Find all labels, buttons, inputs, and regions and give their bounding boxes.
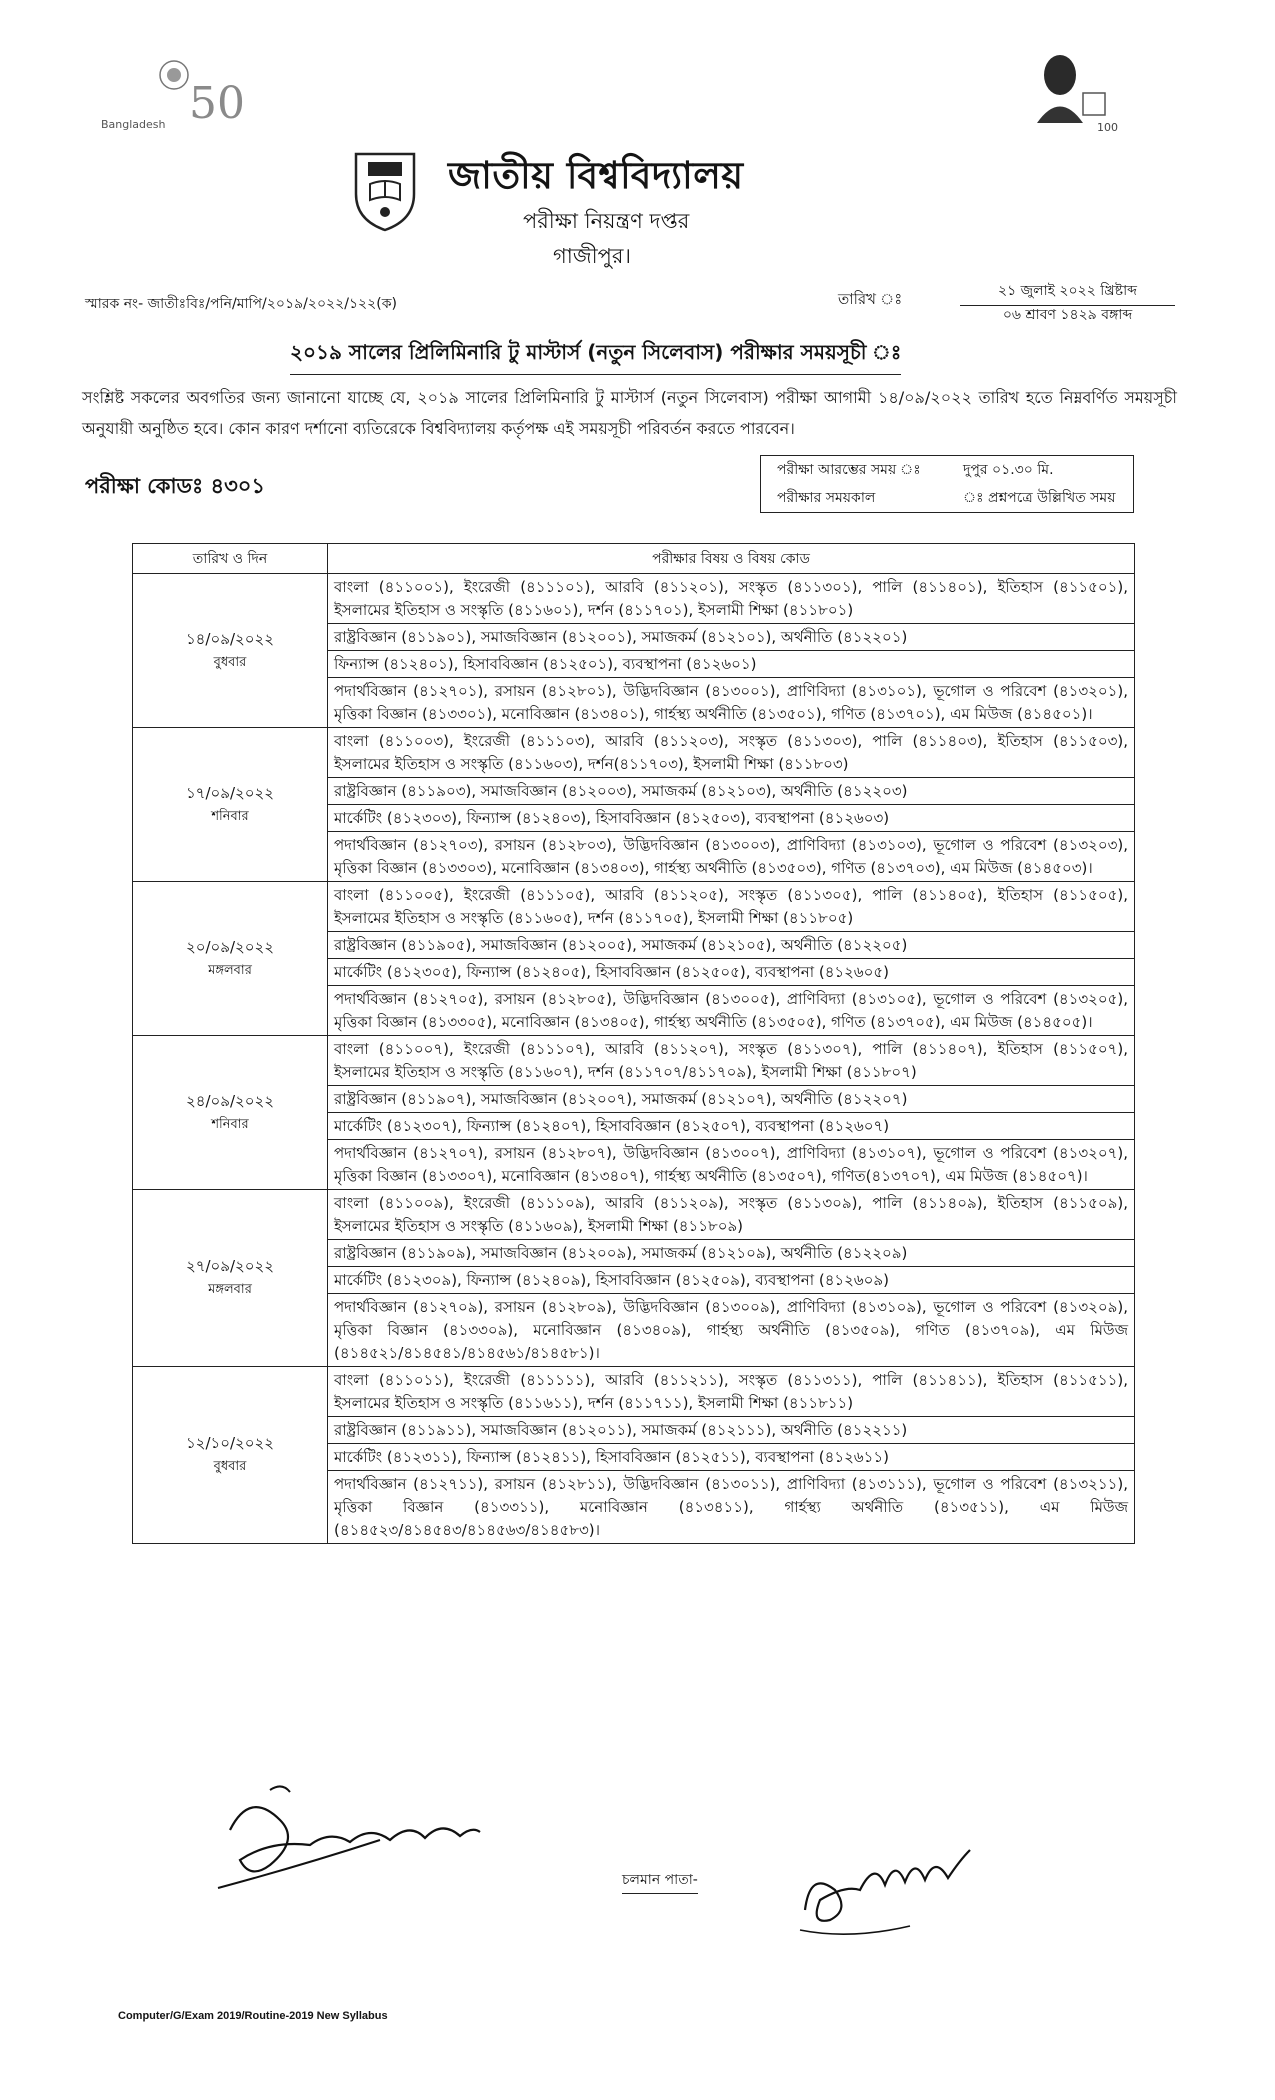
logo-caption: Bangladesh bbox=[101, 118, 166, 131]
subject-group-cell: রাষ্ট্রবিজ্ঞান (৪১১৯০৩), সমাজবিজ্ঞান (৪১২০০৩), সমাজকর্ম (৪১২১০৩), অর্থনীতি (৪১২২০৩) bbox=[328, 778, 1135, 805]
exam-schedule-table bbox=[132, 543, 1135, 1544]
svg-text:50: 50 bbox=[189, 78, 245, 129]
exam-weekday: বুধবার bbox=[213, 1459, 247, 1474]
exam-duration-row bbox=[761, 484, 1133, 512]
document-title: ২০১৯ সালের প্রিলিমিনারি টু মাস্টার্স (নতুন সিলেবাস) পরীক্ষার সময়সূচী ঃ bbox=[290, 338, 901, 375]
schedule-row bbox=[133, 728, 1135, 778]
subject-group-cell: পদার্থবিজ্ঞান (৪১২৭০৭), রসায়ন (৪১২৮০৭), উদ্ভিদবিজ্ঞান (৪১৩০০৭), প্রাণিবিদ্যা (৪১৩১০৭), ভূগোল ও পরিবেশ (৪১৩২০৭), মৃত্তিকা বিজ্ঞান (৪১৩৩০৭), মনোবিজ্ঞান (৪১৩৪০৭), গার্হস্থ্য অর্থনীতি (৪১৩৫০৭), গণিত(৪১৩৭০৭), এম মিউজ (৪১৪৫০৭)। bbox=[328, 1140, 1135, 1190]
date-day-cell bbox=[133, 574, 328, 728]
subject-group-cell: মার্কেটিং (৪১২৩০৯), ফিন্যান্স (৪১২৪০৯), হিসাববিজ্ঞান (৪১২৫০৯), ব্যবস্থাপনা (৪১২৬০৯) bbox=[328, 1267, 1135, 1294]
signature-left bbox=[210, 1770, 530, 1900]
footer-file-path: Computer/G/Exam 2019/Routine-2019 New Syllabus bbox=[118, 2010, 388, 2022]
schedule-row bbox=[133, 1190, 1135, 1240]
notice-paragraph: সংশ্লিষ্ট সকলের অবগতির জন্য জানানো যাচ্ছে যে, ২০১৯ সালের প্রিলিমিনারি টু মাস্টার্স (নতুন সিলেবাস) পরীক্ষা আগামী ১৪/০৯/২০২২ তারিখ হতে নিম্নবর্ণিত সময়সূচী অনুযায়ী অনুষ্ঠিত হবে। কোন কারণ দর্শানো ব্যতিরেকে বিশ্ববিদ্যালয় কর্তৃপক্ষ এই সময়সূচী পরিবর্তন করতে পারবেন। bbox=[82, 388, 1177, 438]
exam-weekday: শনিবার bbox=[211, 1116, 249, 1132]
subject-group-cell: রাষ্ট্রবিজ্ঞান (৪১১৯০৭), সমাজবিজ্ঞান (৪১২০০৭), সমাজকর্ম (৪১২১০৭), অর্থনীতি (৪১২২০৭) bbox=[328, 1086, 1135, 1113]
header-date-day: তারিখ ও দিন bbox=[133, 544, 328, 574]
subject-group-cell: মার্কেটিং (৪১২৩১১), ফিন্যান্স (৪১২৪১১), হিসাববিজ্ঞান (৪১২৫১১), ব্যবস্থাপনা (৪১২৬১১) bbox=[328, 1444, 1135, 1471]
exam-date: ১২/১০/২০২২ bbox=[185, 1434, 275, 1452]
exam-weekday: মঙ্গলবার bbox=[208, 1282, 252, 1297]
exam-info-box bbox=[760, 455, 1134, 513]
office-name: পরীক্ষা নিয়ন্ত্রণ দপ্তর bbox=[523, 209, 690, 233]
date-day-cell bbox=[133, 1367, 328, 1544]
exam-date: ১৪/০৯/২০২২ bbox=[185, 629, 275, 648]
exam-weekday: বুধবার bbox=[213, 654, 247, 670]
date-day-cell bbox=[133, 728, 328, 882]
exam-code: পরীক্ষা কোডঃ ৪৩০১ bbox=[85, 474, 266, 498]
subject-group-cell: বাংলা (৪১১০০৭), ইংরেজী (৪১১১০৭), আরবি (৪১১২০৭), সংস্কৃত (৪১১৩০৭), পালি (৪১১৪০৭), ইতিহাস (৪১১৫০৭), ইসলামের ইতিহাস ও সংস্কৃতি (৪১১৬০৭), দর্শন (৪১১৭০৭/৪১১৭০৯), ইসলামী শিক্ষা (৪১১৮০৭) bbox=[328, 1036, 1135, 1086]
subject-group-cell: বাংলা (৪১১০০১), ইংরেজী (৪১১১০১), আরবি (৪১১২০১), সংস্কৃত (৪১১৩০১), পালি (৪১১৪০১), ইতিহাস (৪১১৫০১), ইসলামের ইতিহাস ও সংস্কৃতি (৪১১৬০১), দর্শন (৪১১৭০১), ইসলামী শিক্ষা (৪১১৮০১) bbox=[328, 574, 1135, 624]
continued-page-note: চলমান পাতা- bbox=[622, 1868, 698, 1894]
exam-weekday: মঙ্গলবার bbox=[208, 962, 252, 978]
exam-date: ২৪/০৯/২০২২ bbox=[185, 1091, 275, 1110]
subject-group-cell: পদার্থবিজ্ঞান (৪১২৭০৯), রসায়ন (৪১২৮০৯), উদ্ভিদবিজ্ঞান (৪১৩০০৯), প্রাণিবিদ্যা (৪১৩১০৯), ভূগোল ও পরিবেশ (৪১৩২০৯), মৃত্তিকা বিজ্ঞান (৪১৩৩০৯), মনোবিজ্ঞান (৪১৩৪০৯), গার্হস্থ্য অর্থনীতি (৪১৩৫০৯), গণিত (৪১৩৭০৯), এম মিউজ (৪১৪৫২১/৪১৪৫৪১/৪১৪৫৬১/৪১৪৫৮১)। bbox=[328, 1294, 1135, 1367]
subject-group-cell: পদার্থবিজ্ঞান (৪১২৭০১), রসায়ন (৪১২৮০১), উদ্ভিদবিজ্ঞান (৪১৩০০১), প্রাণিবিদ্যা (৪১৩১০১), ভূগোল ও পরিবেশ (৪১৩২০১), মৃত্তিকা বিজ্ঞান (৪১৩৩০১), মনোবিজ্ঞান (৪১৩৪০১), গার্হস্থ্য অর্থনীতি (৪১৩৫০১), গণিত (৪১৩৭০১), এম মিউজ (৪১৪৫০১)। bbox=[328, 678, 1135, 728]
exam-date: ২০/০৯/২০২২ bbox=[185, 937, 275, 956]
svg-text:100: 100 bbox=[1097, 121, 1118, 134]
subject-group-cell: বাংলা (৪১১০০৯), ইংরেজী (৪১১১০৯), আরবি (৪১১২০৯), সংস্কৃত (৪১১৩০৯), পালি (৪১১৪০৯), ইতিহাস (৪১১৫০৯), ইসলামের ইতিহাস ও সংস্কৃতি (৪১১৬০৯), ইসলামী শিক্ষা (৪১১৮০৯) bbox=[328, 1190, 1135, 1240]
date-bangla: ০৬ শ্রাবণ ১৪২৯ বঙ্গাব্দ bbox=[1002, 307, 1133, 323]
date-gregorian: ২১ জুলাই ২০২২ খ্রিষ্টাব্দ bbox=[960, 279, 1175, 306]
memo-number: স্মারক নং- জাতীঃবিঃ/পনি/মাপি/২০১৯/২০২২/১২২(ক) bbox=[85, 296, 397, 312]
portrait-emblem bbox=[1025, 45, 1135, 135]
subject-group-cell: রাষ্ট্রবিজ্ঞান (৪১১৯০৫), সমাজবিজ্ঞান (৪১২০০৫), সমাজকর্ম (৪১২১০৫), অর্থনীতি (৪১২২০৫) bbox=[328, 932, 1135, 959]
schedule-row bbox=[133, 1036, 1135, 1086]
exam-date: ২৭/০৯/২০২২ bbox=[185, 1257, 275, 1275]
bangladesh-50-logo bbox=[85, 52, 245, 137]
exam-weekday: শনিবার bbox=[211, 808, 249, 824]
schedule-row bbox=[133, 1367, 1135, 1417]
exam-duration-value: ঃ প্রশ্নপত্রে উল্লিখিত সময় bbox=[963, 490, 1116, 506]
header-subject-code: পরীক্ষার বিষয় ও বিষয় কোড bbox=[328, 544, 1135, 574]
date-day-cell bbox=[133, 1036, 328, 1190]
subject-group-cell: বাংলা (৪১১০১১), ইংরেজী (৪১১১১১), আরবি (৪১১২১১), সংস্কৃত (৪১১৩১১), পালি (৪১১৪১১), ইতিহাস (৪১১৫১১), ইসলামের ইতিহাস ও সংস্কৃতি (৪১১৬১১), দর্শন (৪১১৭১১), ইসলামী শিক্ষা (৪১১৮১১) bbox=[328, 1367, 1135, 1417]
city-name: গাজীপুর। bbox=[553, 244, 631, 268]
signature-right bbox=[790, 1830, 990, 1945]
subject-group-cell: রাষ্ট্রবিজ্ঞান (৪১১৯০৯), সমাজবিজ্ঞান (৪১২০০৯), সমাজকর্ম (৪১২১০৯), অর্থনীতি (৪১২২০৯) bbox=[328, 1240, 1135, 1267]
subject-group-cell: বাংলা (৪১১০০৩), ইংরেজী (৪১১১০৩), আরবি (৪১১২০৩), সংস্কৃত (৪১১৩০৩), পালি (৪১১৪০৩), ইতিহাস (৪১১৫০৩), ইসলামের ইতিহাস ও সংস্কৃতি (৪১১৬০৩), দর্শন(৪১১৭০৩), ইসলামী শিক্ষা (৪১১৮০৩) bbox=[328, 728, 1135, 778]
subject-group-cell: পদার্থবিজ্ঞান (৪১২৭০৩), রসায়ন (৪১২৮০৩), উদ্ভিদবিজ্ঞান (৪১৩০০৩), প্রাণিবিদ্যা (৪১৩১০৩), ভূগোল ও পরিবেশ (৪১৩২০৩), মৃত্তিকা বিজ্ঞান (৪১৩৩০৩), মনোবিজ্ঞান (৪১৩৪০৩), গার্হস্থ্য অর্থনীতি (৪১৩৫০৩), গণিত (৪১৩৭০৩), এম মিউজ (৪১৪৫০৩)। bbox=[328, 832, 1135, 882]
subject-group-cell: মার্কেটিং (৪১২৩০৭), ফিন্যান্স (৪১২৪০৭), হিসাববিজ্ঞান (৪১২৫০৭), ব্যবস্থাপনা (৪১২৬০৭) bbox=[328, 1113, 1135, 1140]
subject-group-cell: পদার্থবিজ্ঞান (৪১২৭০৫), রসায়ন (৪১২৮০৫), উদ্ভিদবিজ্ঞান (৪১৩০০৫), প্রাণিবিদ্যা (৪১৩১০৫), ভূগোল ও পরিবেশ (৪১৩২০৫), মৃত্তিকা বিজ্ঞান (৪১৩৩০৫), মনোবিজ্ঞান (৪১৩৪০৫), গার্হস্থ্য অর্থনীতি (৪১৩৫০৫), গণিত (৪১৩৭০৫), এম মিউজ (৪১৪৫০৫)। bbox=[328, 986, 1135, 1036]
university-seal-icon bbox=[350, 150, 420, 232]
subject-group-cell: মার্কেটিং (৪১২৩০৩), ফিন্যান্স (৪১২৪০৩), হিসাববিজ্ঞান (৪১২৫০৩), ব্যবস্থাপনা (৪১২৬০৩) bbox=[328, 805, 1135, 832]
subject-group-cell: ফিন্যান্স (৪১২৪০১), হিসাববিজ্ঞান (৪১২৫০১), ব্যবস্থাপনা (৪১২৬০১) bbox=[328, 651, 1135, 678]
exam-duration-label: পরীক্ষার সময়কাল bbox=[777, 490, 876, 506]
schedule-body bbox=[133, 574, 1135, 1544]
date-day-cell bbox=[133, 1190, 328, 1367]
schedule-row bbox=[133, 882, 1135, 932]
subject-group-cell: মার্কেটিং (৪১২৩০৫), ফিন্যান্স (৪১২৪০৫), হিসাববিজ্ঞান (৪১২৫০৫), ব্যবস্থাপনা (৪১২৬০৫) bbox=[328, 959, 1135, 986]
date-day-cell bbox=[133, 882, 328, 1036]
date-label: তারিখ ঃ bbox=[838, 290, 903, 308]
exam-start-value: দুপুর ০১.৩০ মি. bbox=[963, 462, 1054, 478]
subject-group-cell: রাষ্ট্রবিজ্ঞান (৪১১৯১১), সমাজবিজ্ঞান (৪১২০১১), সমাজকর্ম (৪১২১১১), অর্থনীতি (৪১২২১১) bbox=[328, 1417, 1135, 1444]
subject-group-cell: রাষ্ট্রবিজ্ঞান (৪১১৯০১), সমাজবিজ্ঞান (৪১২০০১), সমাজকর্ম (৪১২১০১), অর্থনীতি (৪১২২০১) bbox=[328, 624, 1135, 651]
exam-start-row bbox=[761, 456, 1133, 484]
subject-group-cell: বাংলা (৪১১০০৫), ইংরেজী (৪১১১০৫), আরবি (৪১১২০৫), সংস্কৃত (৪১১৩০৫), পালি (৪১১৪০৫), ইতিহাস (৪১১৫০৫), ইসলামের ইতিহাস ও সংস্কৃতি (৪১১৬০৫), দর্শন (৪১১৭০৫), ইসলামী শিক্ষা (৪১১৮০৫) bbox=[328, 882, 1135, 932]
schedule-row bbox=[133, 574, 1135, 624]
subject-group-cell: পদার্থবিজ্ঞান (৪১২৭১১), রসায়ন (৪১২৮১১), উদ্ভিদবিজ্ঞান (৪১৩০১১), প্রাণিবিদ্যা (৪১৩১১১), ভূগোল ও পরিবেশ (৪১৩২১১), মৃত্তিকা বিজ্ঞান (৪১৩৩১১), মনোবিজ্ঞান (৪১৩৪১১), গার্হস্থ্য অর্থনীতি (৪১৩৫১১), এম মিউজ (৪১৪৫২৩/৪১৪৫৪৩/৪১৪৫৬৩/৪১৪৫৮৩)। bbox=[328, 1471, 1135, 1544]
exam-start-label: পরীক্ষা আরম্ভের সময় ঃ bbox=[777, 462, 921, 478]
exam-date: ১৭/০৯/২০২২ bbox=[185, 783, 275, 802]
table-header-row bbox=[133, 544, 1135, 574]
university-name: জাতীয় বিশ্ববিদ্যালয় bbox=[448, 154, 744, 197]
